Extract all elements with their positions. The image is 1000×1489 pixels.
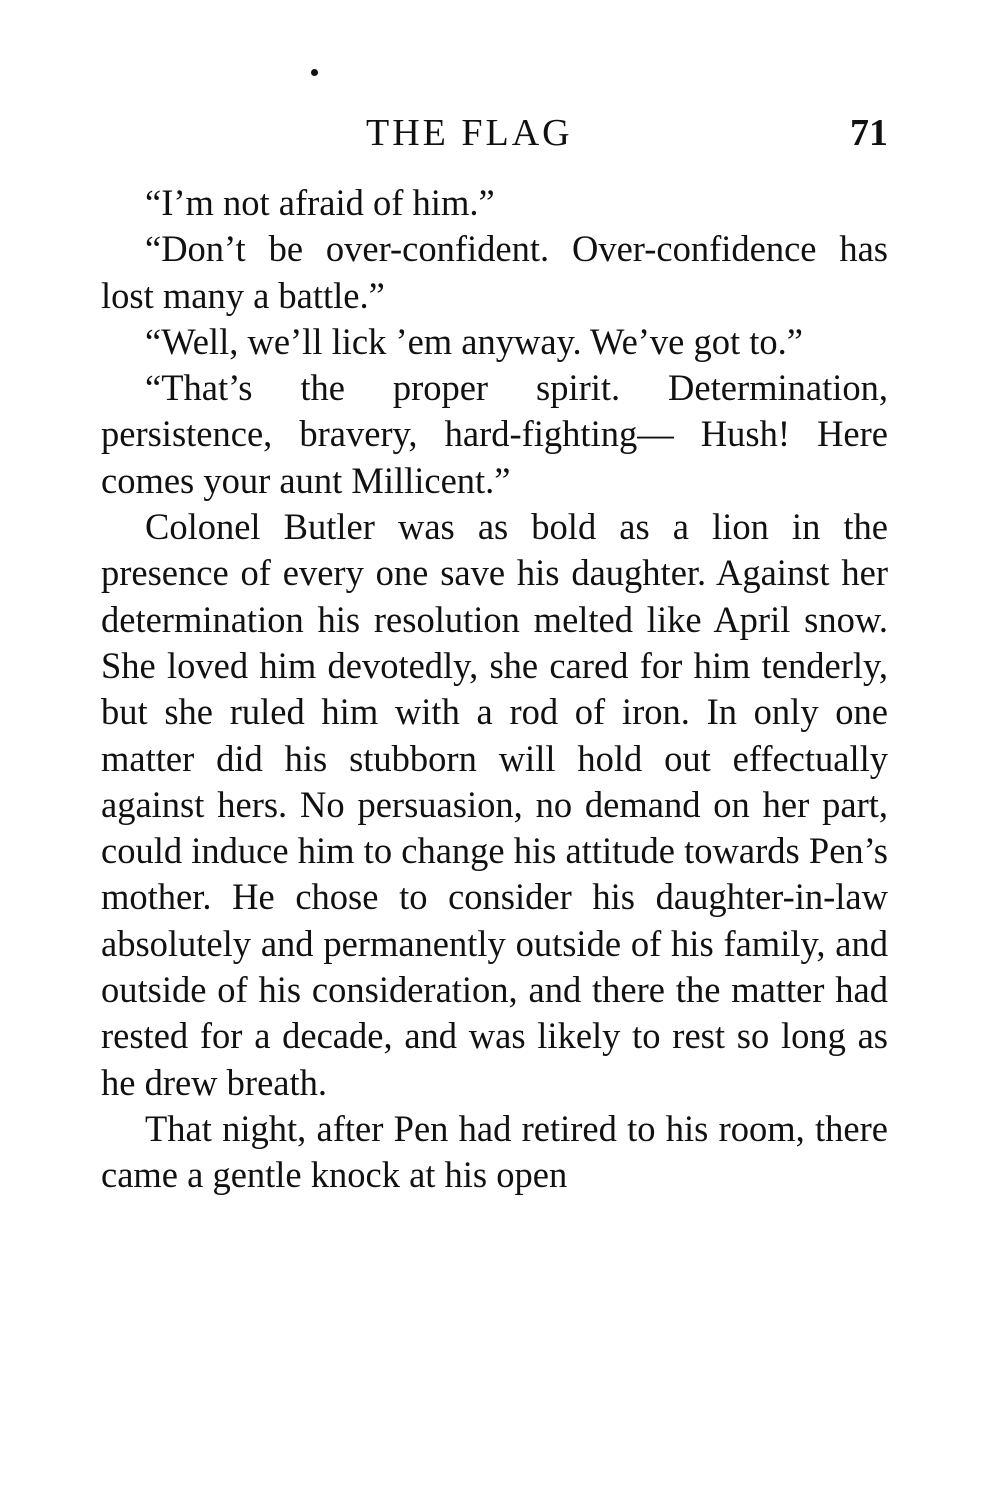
running-title: THE FLAG [366,112,573,154]
paragraph: Colonel Butler was as bold as a lion in the presence of every one save his daughter. Against her determination his resolution melted like April snow. She loved him devotedly, she cared for him tenderly, but she ruled him with a rod of iron. In only one matter did his stubborn will hold out effectually against hers. No persuasion, no demand on her part, could induce him to change his attitude towards Pen’s mother. He chose to consider his daughter-in-law absolutely and permanently outside of his family, and outside of his consideration, and there the matter had rested for a decade, and was likely to rest so long as he drew breath. [101,506,888,1103]
page-number: 71 [850,112,888,154]
paragraph: That night, after Pen had retired to his room, there came a gentle knock at his open [101,1107,888,1196]
ink-speck [311,69,318,76]
running-head [101,110,888,156]
paragraph: “That’s the proper spirit. Determination, persistence, bravery, hard-fighting— Hush! Here comes your aunt Millicent.” [101,367,888,501]
paragraph: “Well, we’ll lick ’em anyway. We’ve got to.” [145,320,803,362]
paragraph: “I’m not afraid of him.” [145,182,495,223]
paragraph: “Don’t be over-confident. Over-confidence has lost many a battle.” [101,228,888,316]
body-text [101,180,888,1199]
